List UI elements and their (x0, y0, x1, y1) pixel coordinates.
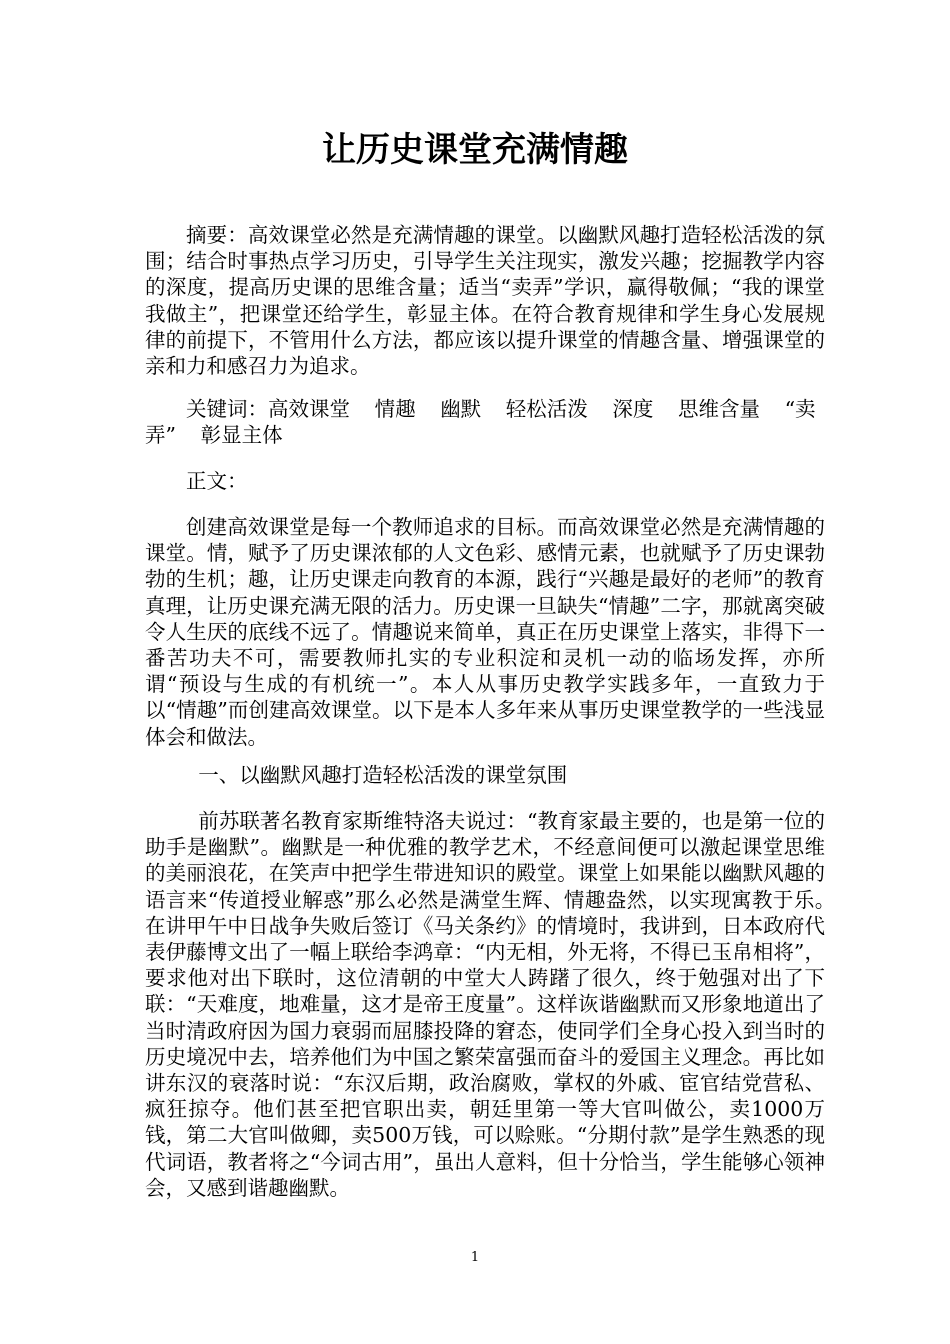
document-title: 让历史课堂充满情趣 (322, 130, 628, 170)
keywords-label: 关键词： (186, 397, 268, 421)
keyword: 幽默 (440, 397, 482, 421)
body-label: 正文： (186, 469, 248, 493)
section-heading: 一、以幽默风趣打造轻松活泼的课堂氛围 (198, 763, 568, 787)
keyword: 高效课堂 (268, 397, 350, 421)
section-paragraph: 前苏联著名教育家斯维特洛夫说过：“教育家最主要的，也是第一位的助手是幽默”。幽默是一种优雅的教学艺术，不经意间便可以激起课堂思维的美丽浪花，在笑声中把学生带进知识的殿堂。课堂上如果能以幽默风趣的语言来“传道授业解惑”那么必然是满堂生辉、情趣盎然，以实现寓教于乐。 在讲甲午中日战争失败后签订《马关条约》的情境时，我讲到，日本政府代表伊藤博文出了一幅上联给李鸿章：“内无相，外无将，不得已玉帛相将”，要求他对出下联时，这位清朝的中堂大人踌躇了很久，终于勉强对出了下联：“天难度，地难量，这才是帝王度量”。这样诙谐幽默而又形象地道出了当时清政府因为国力衰弱而屈膝投降的窘态，使同学们全身心投入到当时的历史境况中去，培养他们为中国之繁荣富强而奋斗的爱国主义理念。再比如讲东汉的衰落时说：“东汉后期，政治腐败，掌权的外戚、宦官结党营私、疯狂掠夺。他们甚至把官职出卖，朝廷里第一等大官叫做公，卖1000万钱，第二大官叫做卿，卖500万钱，可以赊账。“分期付款”是学生熟悉的现代词语，教者将之“今词古用”，虽出人意料，但十分恰当，学生能够心领神会，又感到谐趣幽默。 (145, 809, 846, 1200)
keyword: 思维含量 (677, 397, 760, 421)
keyword: 深度 (612, 397, 654, 421)
keywords-line (145, 396, 825, 448)
keyword: 情趣 (374, 397, 416, 421)
abstract-paragraph: 摘要：高效课堂必然是充满情趣的课堂。以幽默风趣打造轻松活泼的氛围；结合时事热点学习历史，引导学生关注现实，激发兴趣；挖掘教学内容的深度，提高历史课的思维含量；适当“卖弄”学识，赢得敬佩；“我的课堂我做主”，把课堂还给学生，彰显主体。在符合教育规律和学生身心发展规律的前提下，不管用什么方法，都应该以提升课堂的情趣含量、增强课堂的亲和力和感召力为追求。 (145, 223, 825, 379)
keyword: 轻松活泼 (505, 397, 588, 421)
intro-paragraph: 创建高效课堂是每一个教师追求的目标。而高效课堂必然是充满情趣的课堂。情，赋予了历史课浓郁的人文色彩、感情元素，也就赋予了历史课勃勃的生机；趣，让历史课走向教育的本源，践行“兴趣是最好的老师”的教育真理，让历史课充满无限的活力。历史课一旦缺失“情趣”二字，那就离突破令人生厌的底线不远了。情趣说来简单，真正在历史课堂上落实，非得下一番苦功夫不可，需要教师扎实的专业积淀和灵机一动的临场发挥，亦所谓“预设与生成的有机统一”。本人从事历史教学实践多年，一直致力于以“情趣”而创建高效课堂。以下是本人多年来从事历史课堂教学的一些浅显体会和做法。 (145, 515, 825, 749)
keyword: 彰显主体 (200, 423, 283, 448)
page-number: 1 (470, 1250, 480, 1265)
keyword: “卖弄” (145, 397, 816, 448)
